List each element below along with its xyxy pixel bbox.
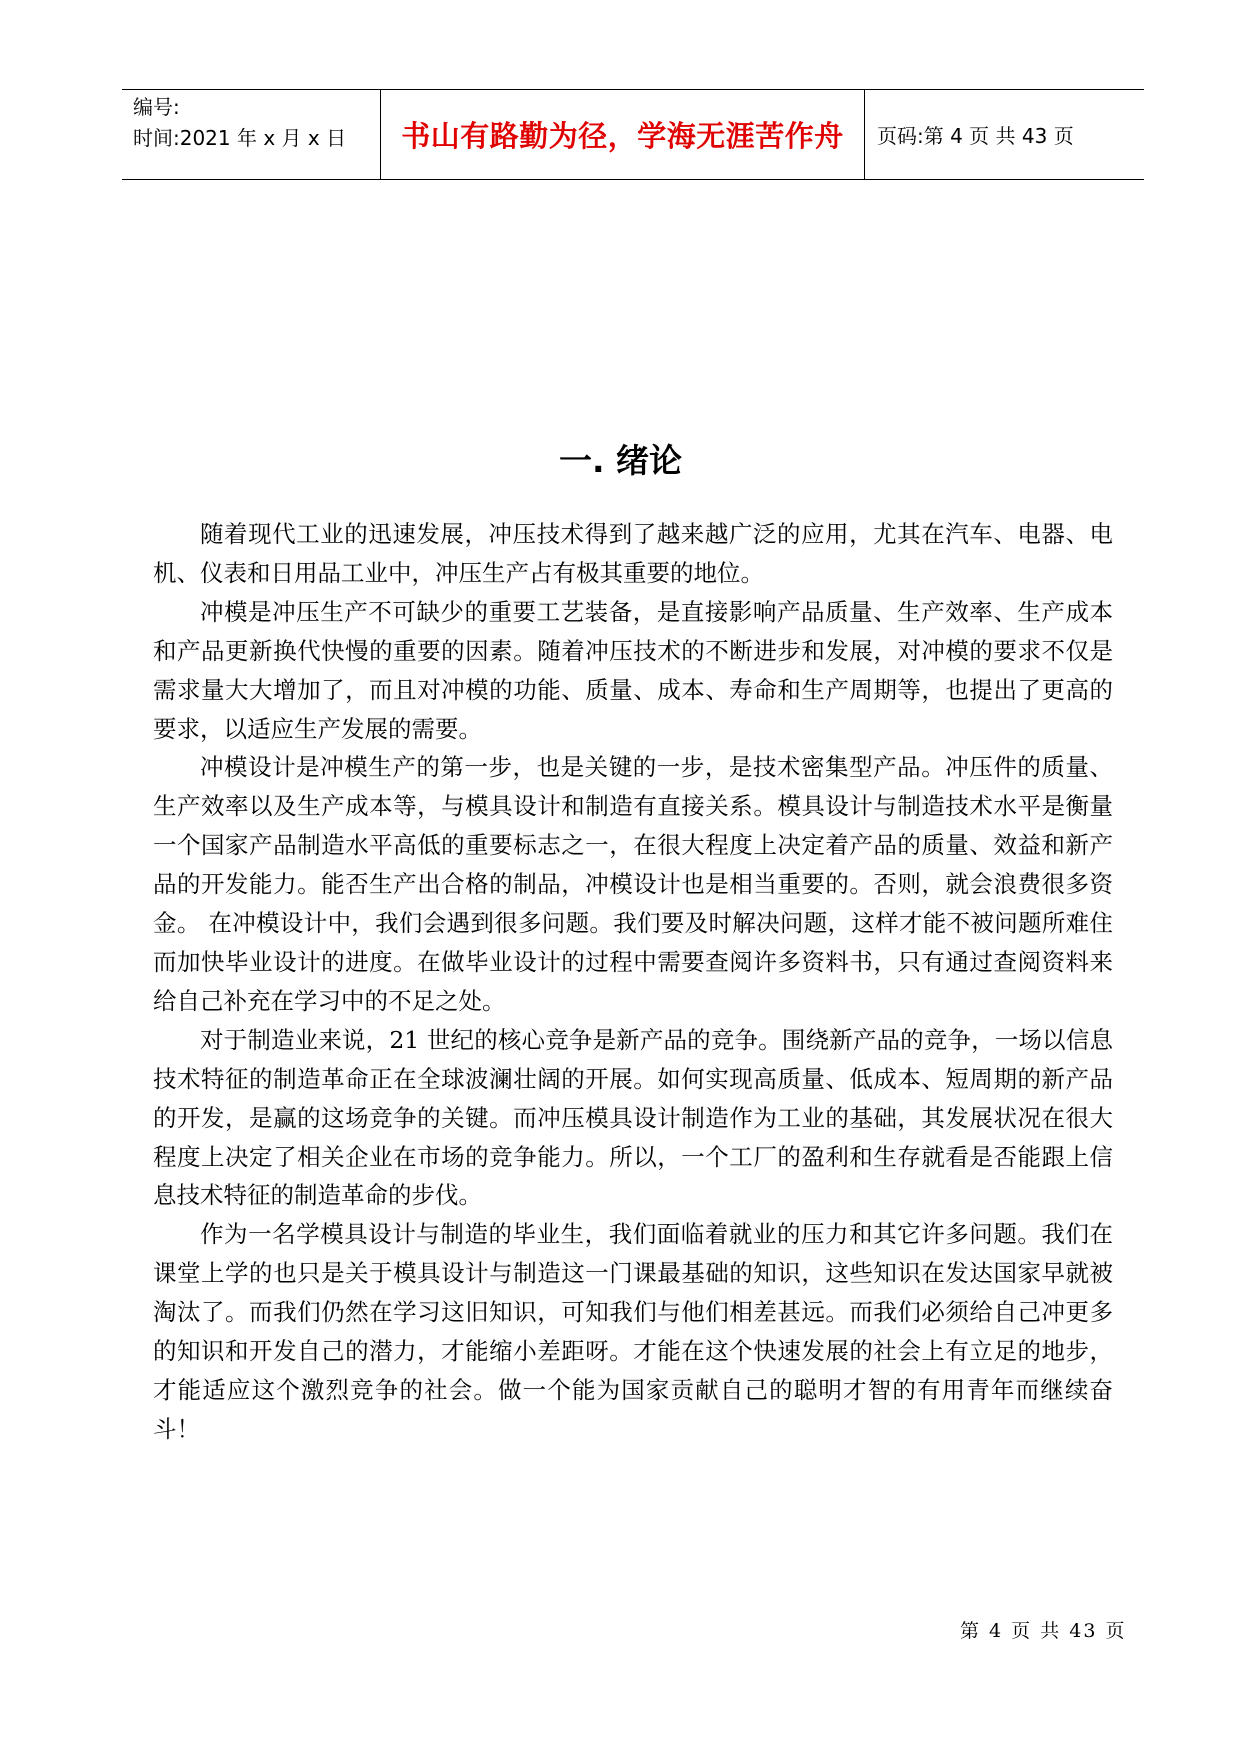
paragraph: 作为一名学模具设计与制造的毕业生，我们面临着就业的压力和其它许多问题。我们在课堂上学的也只是关于模具设计与制造这一门课最基础的知识，这些知识在发达国家早就被淘汰了。而我们仍然在学习这旧知识，可知我们与他们相差甚远。而我们必须给自己冲更多的知识和开发自己的潜力，才能缩小差距呀。才能在这个快速发展的社会上有立足的地步，才能适应这个激烈竞争的社会。做一个能为国家贡献自己的聪明才智的有用青年而继续奋斗！	[153, 1220, 1113, 1443]
document-number-label: 编号:	[133, 95, 180, 119]
paragraph: 冲模设计是冲模生产的第一步，也是关键的一步，是技术密集型产品。冲压件的质量、生产效率以及生产成本等，与模具设计和制造有直接关系。模具设计与制造技术水平是衡量一个国家产品制造水平高低的重要标志之一，在很大程度上决定着产品的质量、效益和新产品的开发能力。能否生产出合格的制品，冲模设计也是相当重要的。否则，就会浪费很多资金。 在冲模设计中，我们会遇到很多问题。我们要及时解决问题，这样才能不被问题所难住而加快毕业设计的进度。在做毕业设计的过程中需要查阅许多资料书，只有通过查阅资料来给自己补充在学习中的不足之处。	[153, 753, 1113, 1015]
header-motto: 书山有路勤为径，学海无涯苦作舟	[381, 90, 865, 179]
paragraph: 冲模是冲压生产不可缺少的重要工艺装备，是直接影响产品质量、生产效率、生产成本和产品更新换代快慢的重要的因素。随着冲压技术的不断进步和发展，对冲模的要求不仅是需求量大大增加了，而且对冲模的功能、质量、成本、寿命和生产周期等，也提出了更高的要求，以适应生产发展的需要。	[153, 597, 1113, 743]
header-meta	[122, 90, 381, 179]
paragraph: 对于制造业来说，21 世纪的核心竞争是新产品的竞争。围绕新产品的竞争，一场以信息技术特征的制造革命正在全球波澜壮阔的开展。如何实现高质量、低成本、短周期的新产品的开发，是赢的这场竞争的关键。而冲压模具设计制造作为工业的基础，其发展状况在很大程度上决定了相关企业在市场的竞争能力。所以，一个工厂的盈利和生存就看是否能跟上信息技术特征的制造革命的步伐。	[153, 1025, 1113, 1210]
header-page-info: 页码:第 4 页 共 43 页	[877, 124, 1074, 148]
document-header	[122, 89, 1144, 180]
page-footer: 第 4 页 共 43 页	[960, 1620, 1127, 1642]
section-title: 一. 绪论	[558, 441, 683, 480]
document-time-label: 时间:2021 年 x 月 x 日	[133, 126, 347, 150]
paragraph: 随着现代工业的迅速发展，冲压技术得到了越来越广泛的应用，尤其在汽车、电器、电机、仪表和日用品工业中，冲压生产占有极其重要的地位。	[153, 520, 1113, 587]
body-content	[153, 515, 1113, 1449]
